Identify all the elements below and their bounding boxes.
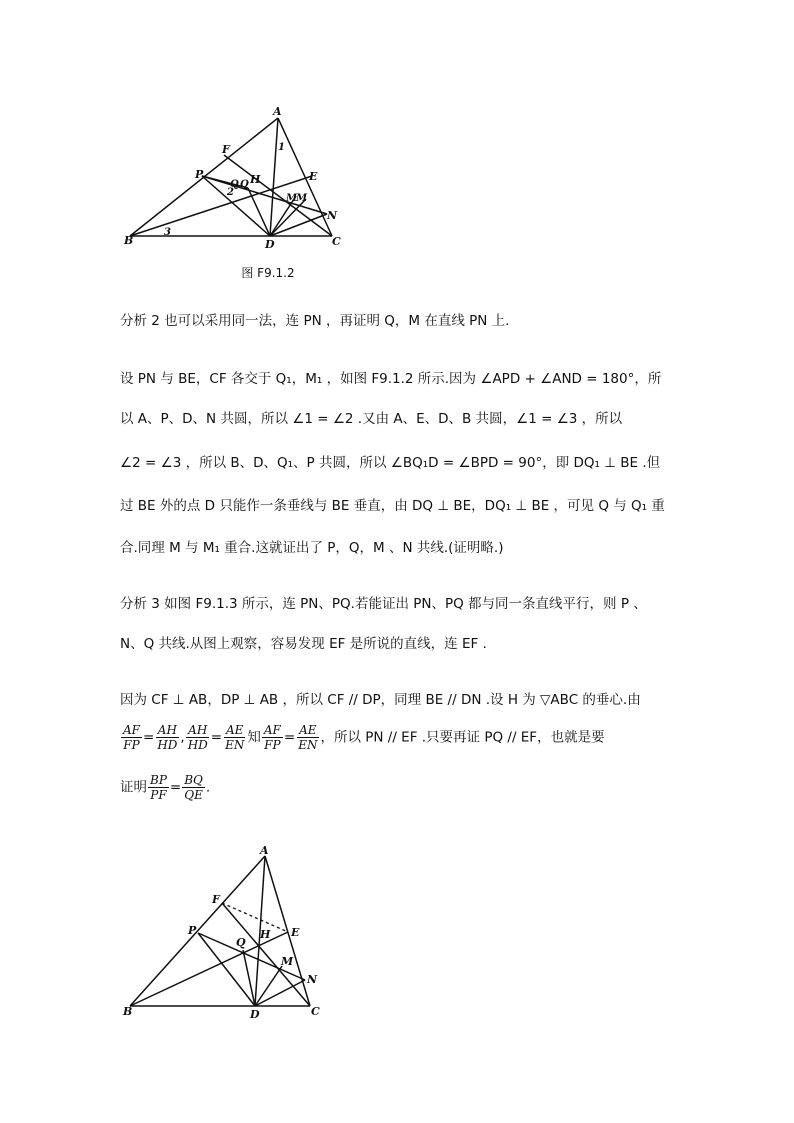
- fraction-bp-pf: $\frac{BP}{PF}$: [150, 773, 167, 802]
- para2-line1: 设 PN 与 BE，CF 各交于 Q₁，M₁ ，如图 F9.1.2 所示.因为 ∠APD + ∠AND = 180°，所: [120, 371, 662, 387]
- label-c: C: [332, 235, 341, 248]
- fraction-ah-hd-2: $\frac{AH}{HD}$: [187, 723, 208, 752]
- label-h: H: [250, 173, 261, 186]
- side-ac: [265, 856, 310, 1006]
- fraction-ae-en: $\frac{AE}{EN}$: [225, 723, 245, 752]
- label-p: P: [188, 924, 197, 937]
- label-c: C: [311, 1005, 320, 1018]
- label-h: H: [260, 928, 271, 941]
- altitude-ad: [270, 118, 278, 236]
- para2-line2: 以 A、P、D、N 共圆，所以 ∠1 = ∠2 .又由 A、E、D、B 共圆，∠1 = ∠3 ，所以: [120, 411, 623, 427]
- fraction-ah-hd: $\frac{AH}{HD}$: [157, 723, 178, 752]
- altitude-be: [130, 176, 312, 236]
- para2-line4: 过 BE 外的点 D 只能作一条垂线与 BE 垂直，由 DQ ⊥ BE，DQ₁ ⊥ BE ，可见 Q 与 Q₁ 重: [120, 498, 665, 514]
- label-n: N: [307, 973, 318, 986]
- para2-line5: 合.同理 M 与 M₁ 重合.这就证出了 P，Q，M 、N 共线.(证明略.): [120, 540, 504, 556]
- angle-1-label: 1: [278, 142, 285, 153]
- label-q1: Q: [240, 179, 249, 190]
- label-b: B: [123, 1005, 133, 1018]
- para2-line3: ∠2 = ∠3 ，所以 B、D、Q₁、P 共圆，所以 ∠BQ₁D = ∠BPD = 90°，即 DQ₁ ⊥ BE .但: [120, 455, 661, 471]
- angle-2-label: 2: [227, 187, 234, 198]
- fraction-ae-en-2: $\frac{AE}{EN}$: [298, 723, 318, 752]
- side-ba: [130, 856, 265, 1006]
- altitude-be: [130, 932, 288, 1006]
- fraction-af-fp-2: $\frac{AF}{FP}$: [263, 723, 281, 752]
- angle-3-label: 3: [164, 227, 171, 238]
- label-a: A: [260, 844, 269, 857]
- label-a: A: [273, 105, 282, 118]
- analysis2-line: 分析 2 也可以采用同一法，连 PN ，再证明 Q，M 在直线 PN 上.: [120, 313, 510, 329]
- label-m1: M: [296, 193, 308, 204]
- analysis3-line2: N、Q 共线.从图上观察，容易发现 EF 是所说的直线，连 EF .: [120, 636, 487, 652]
- dashed-ef: [222, 903, 288, 932]
- side-ac: [278, 118, 332, 236]
- para4-line3: 证明 $\frac{BP}{PF}$ = $\frac{BQ}{QE}$ .: [120, 773, 211, 802]
- label-n: N: [327, 209, 338, 222]
- analysis3-line1: 分析 3 如图 F9.1.3 所示，连 PN、PQ.若能证出 PN、PQ 都与同一条直线平行，则 P 、: [120, 596, 647, 612]
- label-b: B: [124, 234, 134, 247]
- fraction-bq-qe: $\frac{BQ}{QE}$: [184, 773, 203, 802]
- label-m: M: [286, 193, 298, 204]
- label-q: Q: [236, 936, 246, 949]
- label-d: D: [265, 238, 275, 251]
- seg-dn: [255, 980, 305, 1006]
- label-d: D: [250, 1008, 260, 1021]
- label-q: Q: [230, 179, 239, 190]
- figure-f9-1-3: [110, 840, 350, 1025]
- label-f: F: [222, 143, 230, 156]
- para4-line2: $\frac{AF}{FP}$ = $\frac{AH}{HD}$ , $\frac{AH}{HD}$ = $\frac{AE}{EN}$ 知 $\frac{AF}{FP}$ = $\frac{AE}{EN}$ ，所以 PN // EF .只要再证 PQ // EF，也就是要: [123, 723, 605, 752]
- figure-f9-1-2: [110, 100, 350, 260]
- label-m: M: [281, 955, 294, 968]
- label-f: F: [212, 893, 220, 906]
- label-e: E: [291, 926, 300, 939]
- fraction-af-fp: $\frac{AF}{FP}$: [123, 723, 140, 752]
- para4-line1: 因为 CF ⊥ AB，DP ⊥ AB ，所以 CF // DP，同理 BE // DN .设 H 为 ▽ABC 的垂心.由: [120, 692, 641, 708]
- label-p: P: [195, 168, 204, 181]
- figure-caption: 图 F9.1.2: [241, 266, 295, 280]
- label-e: E: [309, 170, 318, 183]
